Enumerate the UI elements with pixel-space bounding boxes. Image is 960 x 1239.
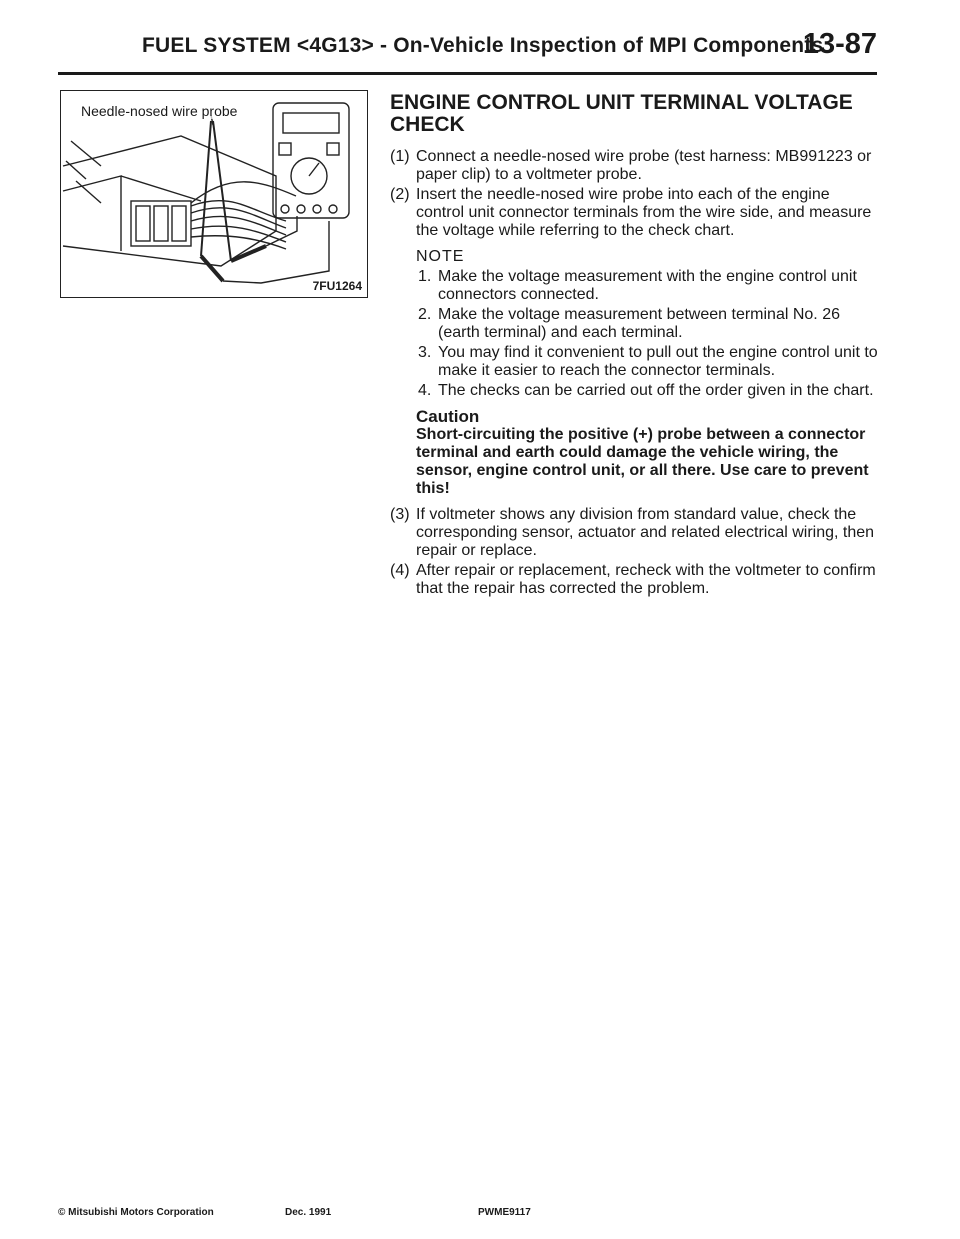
step-2 (390, 186, 880, 240)
caution-text: Short-circuiting the positive (+) probe between a connector terminal and earth could damage the vehicle wiring, the sensor, engine control unit, or all there. Use care to prevent this! (416, 426, 869, 497)
note-item-3 (390, 344, 880, 380)
page-header-title: FUEL SYSTEM <4G13> - On-Vehicle Inspection of MPI Components (142, 34, 824, 57)
step-text: Connect a needle-nosed wire probe (test harness: MB991223 or paper clip) to a voltmeter probe. (416, 148, 872, 183)
note-number: 2. (418, 306, 432, 323)
figure-code: 7FU1264 (312, 279, 362, 293)
note-item-2 (390, 306, 880, 342)
note-item-4 (390, 382, 880, 400)
ecu-voltmeter-drawing (61, 91, 367, 297)
note-text: Make the voltage measurement with the engine control unit connectors connected. (438, 268, 857, 303)
note-text: The checks can be carried out off the order given in the chart. (438, 382, 874, 399)
note-text: Make the voltage measurement between terminal No. 26 (earth terminal) and each terminal. (438, 306, 840, 341)
header-rule (58, 72, 877, 75)
note-number: 4. (418, 382, 432, 399)
note-text: You may find it convenient to pull out the engine control unit to make it easier to reach the connector terminals. (438, 344, 878, 379)
section-title: ENGINE CONTROL UNIT TERMINAL VOLTAGE CHECK (390, 91, 853, 136)
footer-date: Dec. 1991 (285, 1207, 332, 1218)
footer-code: PWME9117 (478, 1207, 531, 1218)
step-text: After repair or replacement, recheck with the voltmeter to confirm that the repair has corrected the problem. (416, 562, 876, 597)
step-3 (390, 506, 880, 560)
step-text: If voltmeter shows any division from standard value, check the corresponding sensor, actuator and related electrical wiring, then repair or replace. (416, 506, 875, 559)
note-label: NOTE (416, 248, 465, 265)
note-number: 3. (418, 344, 432, 361)
step-number: (2) (390, 186, 410, 203)
note-item-1 (390, 268, 880, 304)
step-number: (4) (390, 562, 410, 579)
footer-copyright: © Mitsubishi Motors Corporation (58, 1207, 214, 1218)
probe-illustration (60, 90, 368, 298)
caution-block (416, 408, 880, 498)
figure-label: Needle-nosed wire probe (81, 103, 238, 119)
step-number: (3) (390, 506, 410, 523)
caution-label: Caution (416, 407, 480, 426)
step-1 (390, 148, 880, 184)
step-text: Insert the needle-nosed wire probe into each of the engine control unit connector terminals from the wire side, and measure the voltage while referring to the check chart. (416, 186, 872, 239)
note-number: 1. (418, 268, 432, 285)
step-number: (1) (390, 148, 410, 165)
page-number: 13-87 (802, 28, 877, 60)
step-4 (390, 562, 880, 598)
main-content (390, 92, 880, 600)
